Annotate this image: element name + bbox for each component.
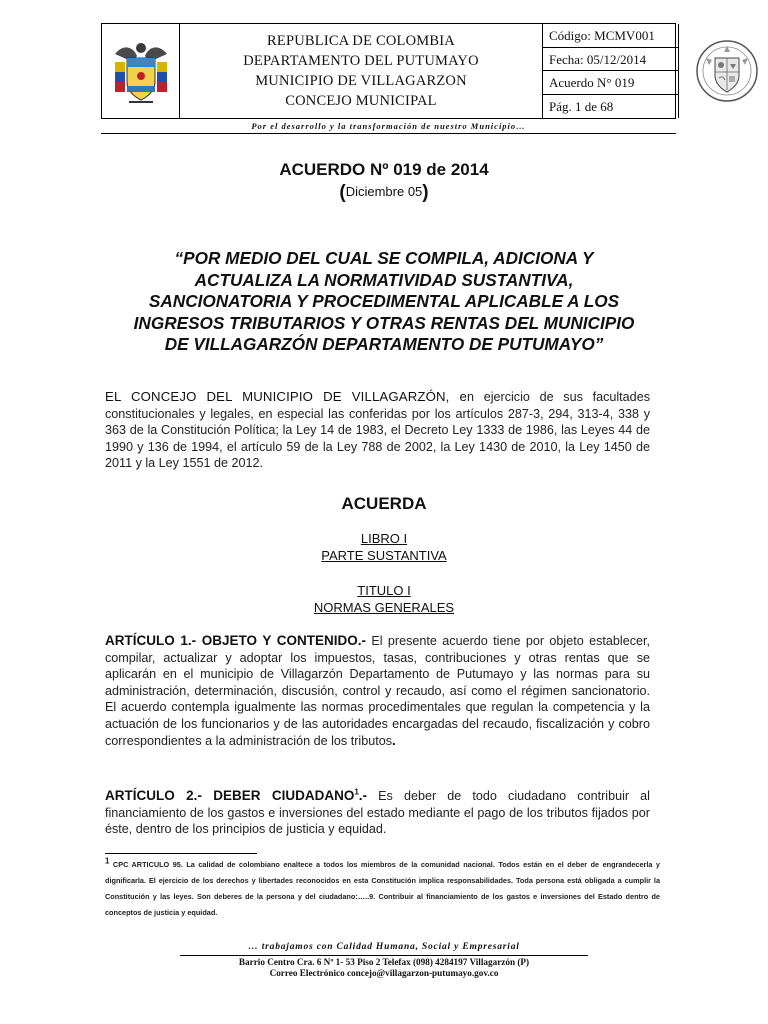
footer-address: Barrio Centro Cra. 6 Nº 1- 53 Piso 2 Telefax (098) 4284197 Villagarzón (P) xyxy=(238,957,530,967)
agreement-date: (Diciembre 05) xyxy=(339,182,429,203)
subject-line: INGRESOS TRIBUTARIOS Y OTRAS RENTAS DEL MUNICIPIO xyxy=(133,312,635,333)
article-2-heading: ARTÍCULO 2.- DEBER CIUDADANO xyxy=(105,788,355,803)
article-2 xyxy=(105,788,650,838)
subject-line: ACTUALIZA LA NORMATIVIDAD SUSTANTIVA, xyxy=(194,269,574,290)
footer-divider xyxy=(180,955,588,956)
footnote-number: 1 xyxy=(105,856,110,866)
letterhead-motto: Por el desarrollo y la transformación de nuestro Municipio… xyxy=(101,119,676,134)
agreement-title: ACUERDO Nº 019 de 2014 xyxy=(279,160,489,179)
agreement-subject xyxy=(100,248,668,356)
footnote-text: CPC ARTICULO 95. La calidad de colombiano enaltece a todos los miembros de la comunidad nacional. Todos están en el deber de engrandecerla y dignificarla. El ejercicio de los derechos y libertades reconocidos en esta Constitución implica responsabilidades. Toda persona está obligada a cumplir la Constitución y las leyes. Son deberes de la persona y del ciudadano:…..9. Contribuir al financiamiento de los gastos e inversiones del Estado dentro de conceptos de justicia y equidad. xyxy=(105,860,660,917)
section-heading: NORMAS GENERALES xyxy=(313,600,455,615)
part-heading: PARTE SUSTANTIVA xyxy=(321,548,447,563)
preamble-paragraph xyxy=(105,389,650,472)
book-heading: LIBRO I xyxy=(360,531,408,546)
article-1-text: El presente acuerdo tiene por objeto establecer, compilar, actualizar y adoptar los impuestos, tasas, contribuciones y otras rentas que se aplicarán en el municipio de Villagarzón Departamento de Putumayo y las normas para su administración, determinación, discusión, control y recaudo, así como el régimen sancionatorio. El acuerdo contempla igualmente las normas procedimentales que regulan la competencia y la actuación de los funcionarios y de las autoridades encargadas del recaudo, fiscalización y cobro correspondientes a la administración de los tributos xyxy=(105,634,650,748)
title-line-municipality: MUNICIPIO DE VILLAGARZON xyxy=(255,73,467,89)
title-heading: TITULO I xyxy=(357,583,411,598)
document-metadata xyxy=(543,24,679,118)
article-2-text: Es deber de todo ciudadano contribuir al financiamiento de los gastos e inversiones del estado mediante el pago de los tributos fijados por éste, dentro de los principios de justicia y equidad. xyxy=(105,789,650,837)
title-line-republic: REPUBLICA DE COLOMBIA xyxy=(267,33,455,49)
footnote-reference: 1 xyxy=(354,787,359,797)
document-code: Código: MCMV001 xyxy=(543,24,678,48)
left-logo-cell xyxy=(102,24,180,118)
footnote xyxy=(105,857,660,921)
agreement-date-text: Diciembre 05 xyxy=(345,184,423,199)
right-logo-cell xyxy=(679,24,768,118)
subject-line: “POR MEDIO DEL CUAL SE COMPILA, ADICIONA Y xyxy=(174,248,594,268)
letterhead-title xyxy=(180,24,543,118)
villagarzon-shield-icon xyxy=(694,38,760,104)
footer-email: Correo Electrónico concejo@villagarzon-putumayo.gov.co xyxy=(269,968,499,978)
acuerda-heading: ACUERDA xyxy=(341,494,427,513)
preamble-text: n ejercicio de sus facultades constitucionales y legales, en especial las conferidas por los artículos 287-3, 294, 313-4, 338 y 363 de la Constitución Política; la Ley 14 de 1983, el Decreto Ley 1333 de 1986, las Leyes 44 de 1990 y 136 de 1994, el artículo 59 de la Ley 788 de 2002, la Ley 1430 de 2010, la Ley 1450 de 2011 y la Ley 1551 de 2012. xyxy=(105,390,650,471)
footer-tagline: … trabajamos con Calidad Humana, Social y Empresarial xyxy=(248,942,520,952)
preamble-lead: EL CONCEJO DEL MUNICIPIO DE VILLAGARZÓN, e xyxy=(105,389,467,404)
subject-line: SANCIONATORIA Y PROCEDIMENTAL APLICABLE A LOS xyxy=(148,291,620,311)
subject-line: DE VILLAGARZÓN DEPARTAMENTO DE PUTUMAYO” xyxy=(164,334,604,354)
page-number: Pág. 1 de 68 xyxy=(549,98,614,114)
title-line-department: DEPARTAMENTO DEL PUTUMAYO xyxy=(243,53,479,69)
article-1 xyxy=(105,633,650,749)
document-date: Fecha: 05/12/2014 xyxy=(543,48,678,72)
agreement-number: Acuerdo N° 019 xyxy=(543,71,678,95)
article-1-end: . xyxy=(392,732,396,748)
article-2-heading-end: .- xyxy=(358,788,368,803)
letterhead-table xyxy=(101,23,676,119)
footnote-divider xyxy=(105,853,257,854)
article-1-heading: ARTÍCULO 1.- OBJETO Y CONTENIDO.- xyxy=(105,633,366,648)
colombia-coat-of-arms-icon xyxy=(109,36,173,106)
title-line-council: CONCEJO MUNICIPAL xyxy=(285,93,437,109)
